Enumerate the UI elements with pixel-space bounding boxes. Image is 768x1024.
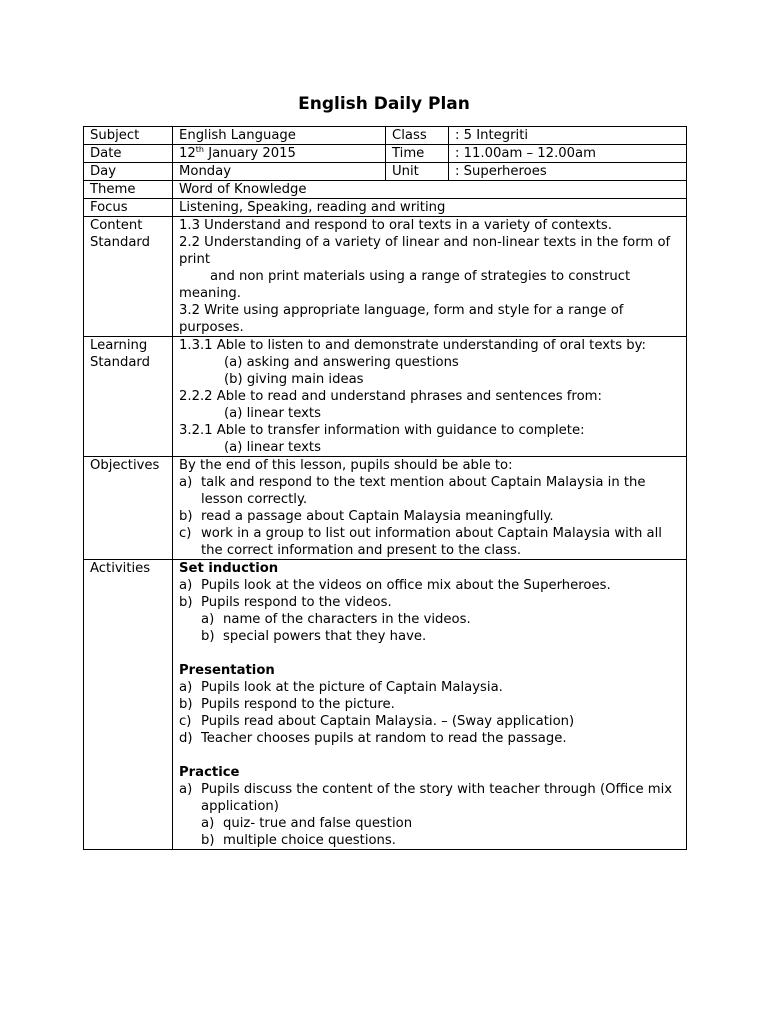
list-text: quiz- true and false question [223, 816, 413, 831]
learning-standard-body [173, 337, 687, 457]
objective-marker: c) [179, 526, 192, 541]
subject-row [84, 127, 687, 145]
list-marker: a) [201, 816, 215, 831]
presentation-item [179, 713, 686, 730]
list-marker: a) [201, 612, 215, 627]
activities-row [84, 560, 687, 850]
list-marker: a) [179, 680, 193, 695]
unit-label: Unit [386, 163, 449, 181]
date-month-year: January 2015 [204, 146, 296, 161]
content-standard-body [173, 217, 687, 337]
content-standard-label-line2: Standard [90, 235, 150, 250]
objectives-row [84, 457, 687, 560]
objective-item [179, 474, 686, 508]
objective-item [179, 525, 686, 559]
set-induction-subitem [201, 628, 686, 645]
objective-text: talk and respond to the text mention about Captain Malaysia in the lesson correctly. [201, 475, 646, 507]
learning-standard-2: 2.2.2 Able to read and understand phrases and sentences from: [179, 389, 602, 404]
day-row [84, 163, 687, 181]
objective-item [179, 508, 686, 525]
content-standard-label [84, 217, 173, 337]
presentation-item [179, 696, 686, 713]
content-standard-3: 3.2 Write using appropriate language, form and style for a range of purposes. [179, 303, 624, 335]
presentation-heading: Presentation [179, 663, 275, 678]
list-text: Pupils discuss the content of the story with teacher through (Office mix application) [201, 782, 673, 814]
document-title: English Daily Plan [298, 94, 470, 114]
learning-standard-row [84, 337, 687, 457]
learning-standard-1b: (b) giving main ideas [224, 372, 364, 387]
learning-standard-3a: (a) linear texts [224, 440, 321, 455]
list-marker: c) [179, 714, 192, 729]
theme-row [84, 181, 687, 199]
list-marker: b) [201, 629, 215, 644]
set-induction-item [179, 594, 686, 611]
objective-marker: b) [179, 509, 193, 524]
practice-subitem [201, 832, 686, 849]
content-standard-1: 1.3 Understand and respond to oral texts in a variety of contexts. [179, 218, 612, 233]
class-label: Class [386, 127, 449, 145]
activities-body [173, 560, 687, 850]
list-text: Pupils look at the videos on office mix about the Superheroes. [201, 578, 611, 593]
unit-value: : Superheroes [449, 163, 687, 181]
list-marker: a) [179, 578, 193, 593]
time-value: : 11.00am – 12.00am [449, 145, 687, 163]
learning-standard-label-line1: Learning [90, 338, 148, 353]
learning-standard-label-line2: Standard [90, 355, 150, 370]
content-standard-label-line1: Content [90, 218, 143, 233]
subject-value: English Language [173, 127, 386, 145]
time-label: Time [386, 145, 449, 163]
list-text: Pupils read about Captain Malaysia. – (Sway application) [201, 714, 575, 729]
set-induction-subitem [201, 611, 686, 628]
set-induction-heading: Set induction [179, 561, 279, 576]
date-day: 12 [179, 146, 196, 161]
subject-label: Subject [84, 127, 173, 145]
class-value: : 5 Integriti [449, 127, 687, 145]
list-text: Pupils respond to the videos. [201, 595, 392, 610]
objectives-body [173, 457, 687, 560]
list-marker: b) [179, 595, 193, 610]
date-label: Date [84, 145, 173, 163]
content-standard-row [84, 217, 687, 337]
list-text: Pupils look at the picture of Captain Malaysia. [201, 680, 503, 695]
list-marker: b) [201, 833, 215, 848]
date-ordinal: th [195, 145, 204, 154]
list-marker: a) [179, 782, 193, 797]
learning-standard-1a: (a) asking and answering questions [224, 355, 459, 370]
practice-item [179, 781, 686, 815]
objective-text: read a passage about Captain Malaysia meaningfully. [201, 509, 554, 524]
focus-label: Focus [84, 199, 173, 217]
learning-standard-3: 3.2.1 Able to transfer information with guidance to complete: [179, 423, 585, 438]
theme-label: Theme [84, 181, 173, 199]
set-induction-item [179, 577, 686, 594]
day-value: Monday [173, 163, 386, 181]
practice-heading: Practice [179, 765, 240, 780]
objectives-intro: By the end of this lesson, pupils should be able to: [179, 458, 513, 473]
theme-value: Word of Knowledge [173, 181, 687, 199]
list-marker: b) [179, 697, 193, 712]
list-text: special powers that they have. [223, 629, 427, 644]
presentation-item [179, 730, 686, 747]
day-label: Day [84, 163, 173, 181]
objectives-label: Objectives [84, 457, 173, 560]
content-standard-2: 2.2 Understanding of a variety of linear and non-linear texts in the form of print [179, 235, 671, 267]
focus-row [84, 199, 687, 217]
list-marker: d) [179, 731, 193, 746]
learning-standard-1: 1.3.1 Able to listen to and demonstrate understanding of oral texts by: [179, 338, 646, 353]
learning-standard-2a: (a) linear texts [224, 406, 321, 421]
practice-subitem [201, 815, 686, 832]
content-standard-2-cont: and non print materials using a range of strategies to construct meaning. [179, 269, 631, 301]
list-text: multiple choice questions. [223, 833, 396, 848]
list-text: Teacher chooses pupils at random to read the passage. [201, 731, 567, 746]
list-text: Pupils respond to the picture. [201, 697, 395, 712]
date-value [173, 145, 386, 163]
activities-label: Activities [84, 560, 173, 850]
date-row [84, 145, 687, 163]
objective-text: work in a group to list out information about Captain Malaysia with all the correct information and present to the class. [201, 526, 662, 558]
lesson-plan-table [83, 126, 687, 850]
presentation-item [179, 679, 686, 696]
list-text: name of the characters in the videos. [223, 612, 471, 627]
focus-value: Listening, Speaking, reading and writing [173, 199, 687, 217]
learning-standard-label [84, 337, 173, 457]
objective-marker: a) [179, 475, 193, 490]
